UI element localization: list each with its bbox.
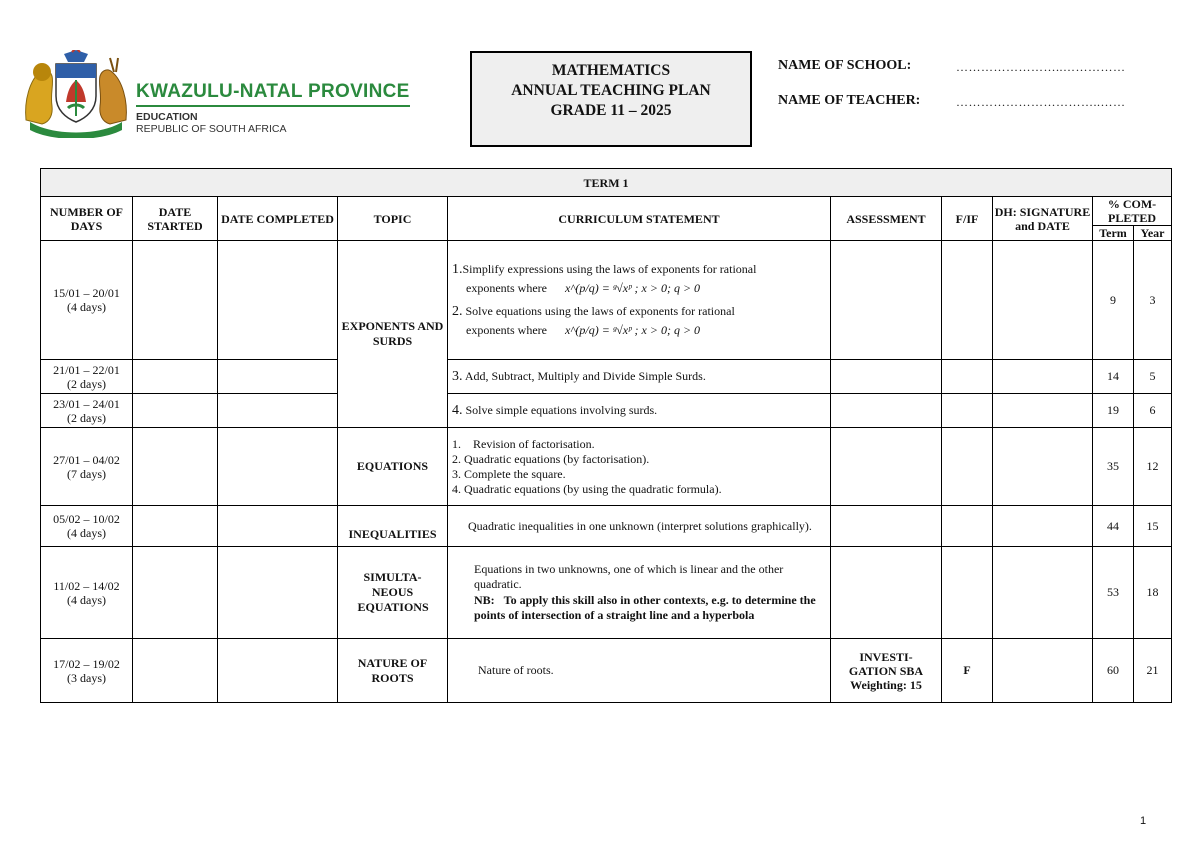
year-percent: 15 (1134, 506, 1172, 547)
header-number-of-days: NUMBER OF DAYS (41, 197, 133, 241)
header-curriculum-statement: CURRICULUM STATEMENT (448, 197, 831, 241)
title-grade-year: GRADE 11 – 2025 (550, 102, 672, 119)
curriculum-cell: Quadratic inequalities in one unknown (interpret solutions graphically). (448, 506, 831, 547)
curriculum-cell: Equations in two unknowns, one of which is linear and the other quadratic. NB: To apply this skill also in other contexts, e.g. to determine the points of intersection of a straight line and a hyperbola (448, 547, 831, 639)
list-item: 2. Quadratic equations (by factorisation). (452, 451, 650, 466)
dh-signature-cell[interactable] (993, 360, 1093, 394)
year-percent: 18 (1134, 547, 1172, 639)
header-date-completed: DATE COMPLETED (218, 197, 338, 241)
logo-province-name: KWAZULU-NATAL PROVINCE (136, 81, 410, 102)
table-row (41, 394, 1172, 428)
days-cell (41, 639, 133, 703)
teacher-name-label: NAME OF TEACHER: (778, 93, 921, 108)
fif-cell[interactable] (942, 506, 993, 547)
table-row (41, 241, 1172, 360)
assessment-cell[interactable] (831, 394, 942, 428)
date-started-cell[interactable] (133, 360, 218, 394)
year-percent: 21 (1134, 639, 1172, 703)
fif-cell[interactable] (942, 547, 993, 639)
year-percent: 12 (1134, 428, 1172, 506)
year-percent: 6 (1134, 394, 1172, 428)
page-number: 1 (1140, 815, 1147, 827)
header-assessment: ASSESSMENT (831, 197, 942, 241)
date-started-cell[interactable] (133, 547, 218, 639)
days-cell (41, 506, 133, 547)
list-item: 4. Quadratic equations (by using the quadratic formula). (452, 481, 722, 496)
term-percent: 53 (1093, 547, 1134, 639)
date-completed-cell[interactable] (218, 428, 338, 506)
dh-signature-cell[interactable] (993, 639, 1093, 703)
nb-text: To apply this skill also in other contexts, e.g. to determine the points of intersection of a straight line and a hyperbola (474, 593, 816, 622)
fif-cell[interactable] (942, 394, 993, 428)
day-count: (4 days) (67, 300, 106, 314)
date-range: 17/02 – 19/02 (53, 656, 120, 671)
date-completed-cell[interactable] (218, 547, 338, 639)
table-row (41, 547, 1172, 639)
term-percent: 14 (1093, 360, 1134, 394)
topic-cell: EQUATIONS (338, 428, 448, 506)
day-count: (7 days) (67, 466, 106, 481)
year-percent: 3 (1134, 241, 1172, 360)
days-cell (41, 241, 133, 360)
school-info (778, 58, 1178, 128)
curriculum-cell: Nature of roots. (448, 639, 831, 703)
date-completed-cell[interactable] (218, 360, 338, 394)
title-subject: MATHEMATICS (551, 62, 671, 79)
school-name-field[interactable]: ……………………..…………… (956, 60, 1126, 74)
list-item: 1. Revision of factorisation. (452, 436, 595, 451)
table-row (41, 360, 1172, 394)
logo-country: REPUBLIC OF SOUTH AFRICA (136, 123, 287, 135)
term-percent: 35 (1093, 428, 1134, 506)
teacher-name-field[interactable]: ……………………………..…… (956, 95, 1126, 109)
date-started-cell[interactable] (133, 428, 218, 506)
coat-of-arms-icon (22, 50, 130, 138)
assessment-cell[interactable] (831, 639, 942, 703)
table-row (41, 506, 1172, 547)
term-percent: 60 (1093, 639, 1134, 703)
term-heading: TERM 1 (41, 169, 1172, 197)
days-cell (41, 547, 133, 639)
table-row (41, 428, 1172, 506)
header-dh-signature: DH: SIGNATURE and DATE (993, 197, 1093, 241)
date-range: 11/02 – 14/02 (53, 578, 120, 593)
document-title-box (470, 51, 752, 147)
date-range: 21/01 – 22/01 (53, 362, 120, 377)
day-count: (2 days) (67, 376, 106, 391)
header-percent-completed: % COM-PLETED (1093, 197, 1172, 226)
term-percent: 19 (1093, 394, 1134, 428)
dh-signature-cell[interactable] (993, 394, 1093, 428)
table-row (41, 639, 1172, 703)
date-started-cell[interactable] (133, 506, 218, 547)
date-range: 27/01 – 04/02 (53, 452, 120, 467)
header-term: Term (1093, 226, 1134, 241)
fif-cell[interactable] (942, 241, 993, 360)
fif-cell[interactable] (942, 428, 993, 506)
day-count: (2 days) (67, 410, 106, 425)
date-completed-cell[interactable] (218, 394, 338, 428)
nb-label: NB: (474, 593, 495, 607)
days-cell (41, 428, 133, 506)
logo-divider (136, 105, 410, 107)
assessment-cell[interactable] (831, 241, 942, 360)
date-completed-cell[interactable] (218, 241, 338, 360)
day-count: (4 days) (67, 592, 106, 607)
day-count: (4 days) (67, 526, 106, 540)
topic-cell: NATURE OF ROOTS (338, 639, 448, 703)
assessment-cell[interactable] (831, 360, 942, 394)
kzn-logo (22, 50, 417, 140)
header-date-started: DATE STARTED (133, 197, 218, 241)
list-item: 3. Complete the square. (452, 466, 566, 481)
teaching-plan-table (40, 168, 1172, 703)
dh-signature-cell[interactable] (993, 241, 1093, 360)
days-cell (41, 360, 133, 394)
header-year: Year (1134, 226, 1172, 241)
header-fif: F/IF (942, 197, 993, 241)
term-percent: 44 (1093, 506, 1134, 547)
date-range: 23/01 – 24/01 (53, 396, 120, 411)
assessment-text: INVESTI-GATION SBA Weighting: 15 (848, 649, 924, 692)
curriculum-cell: 3. Add, Subtract, Multiply and Divide Simple Surds. (448, 360, 831, 394)
title-plan: ANNUAL TEACHING PLAN (511, 82, 711, 99)
exponent-formula: x^(p/q) = ᵍ√xᵖ ; x > 0; q > 0 (564, 281, 701, 295)
fif-cell[interactable]: F (942, 639, 993, 703)
term-percent: 9 (1093, 241, 1134, 360)
topic-cell: SIMULTA-NEOUS EQUATIONS (338, 547, 448, 639)
topic-cell: INEQUALITIES (338, 506, 448, 547)
year-percent: 5 (1134, 360, 1172, 394)
date-completed-cell[interactable] (218, 639, 338, 703)
dh-signature-cell[interactable] (993, 428, 1093, 506)
exponent-formula: x^(p/q) = ᵍ√xᵖ ; x > 0; q > 0 (564, 323, 701, 337)
curriculum-cell: 1.Simplify expressions using the laws of exponents for rational exponents where x^(p/q) = ᵍ√xᵖ ; x > 0; q > 0 2. Solve equations using the laws of exponents for rational exponents where x^(p/q) = ᵍ√xᵖ ; x > 0; q > 0 (448, 241, 831, 360)
assessment-cell[interactable] (831, 547, 942, 639)
date-completed-cell[interactable] (218, 506, 338, 547)
logo-department: EDUCATION (136, 111, 198, 123)
date-range: 05/02 – 10/02 (53, 512, 120, 526)
date-range: 15/01 – 20/01 (53, 286, 120, 300)
date-started-cell[interactable] (133, 394, 218, 428)
dh-signature-cell[interactable] (993, 506, 1093, 547)
curriculum-cell (448, 428, 831, 506)
day-count: (3 days) (67, 670, 106, 685)
fif-cell[interactable] (942, 360, 993, 394)
days-cell (41, 394, 133, 428)
topic-cell: EXPONENTS AND SURDS (338, 241, 448, 428)
header-topic: TOPIC (338, 197, 448, 241)
date-started-cell[interactable] (133, 639, 218, 703)
dh-signature-cell[interactable] (993, 547, 1093, 639)
date-started-cell[interactable] (133, 241, 218, 360)
curriculum-cell: 4. Solve simple equations involving surds. (448, 394, 831, 428)
school-name-label: NAME OF SCHOOL: (778, 58, 912, 73)
assessment-cell[interactable] (831, 428, 942, 506)
assessment-cell[interactable] (831, 506, 942, 547)
